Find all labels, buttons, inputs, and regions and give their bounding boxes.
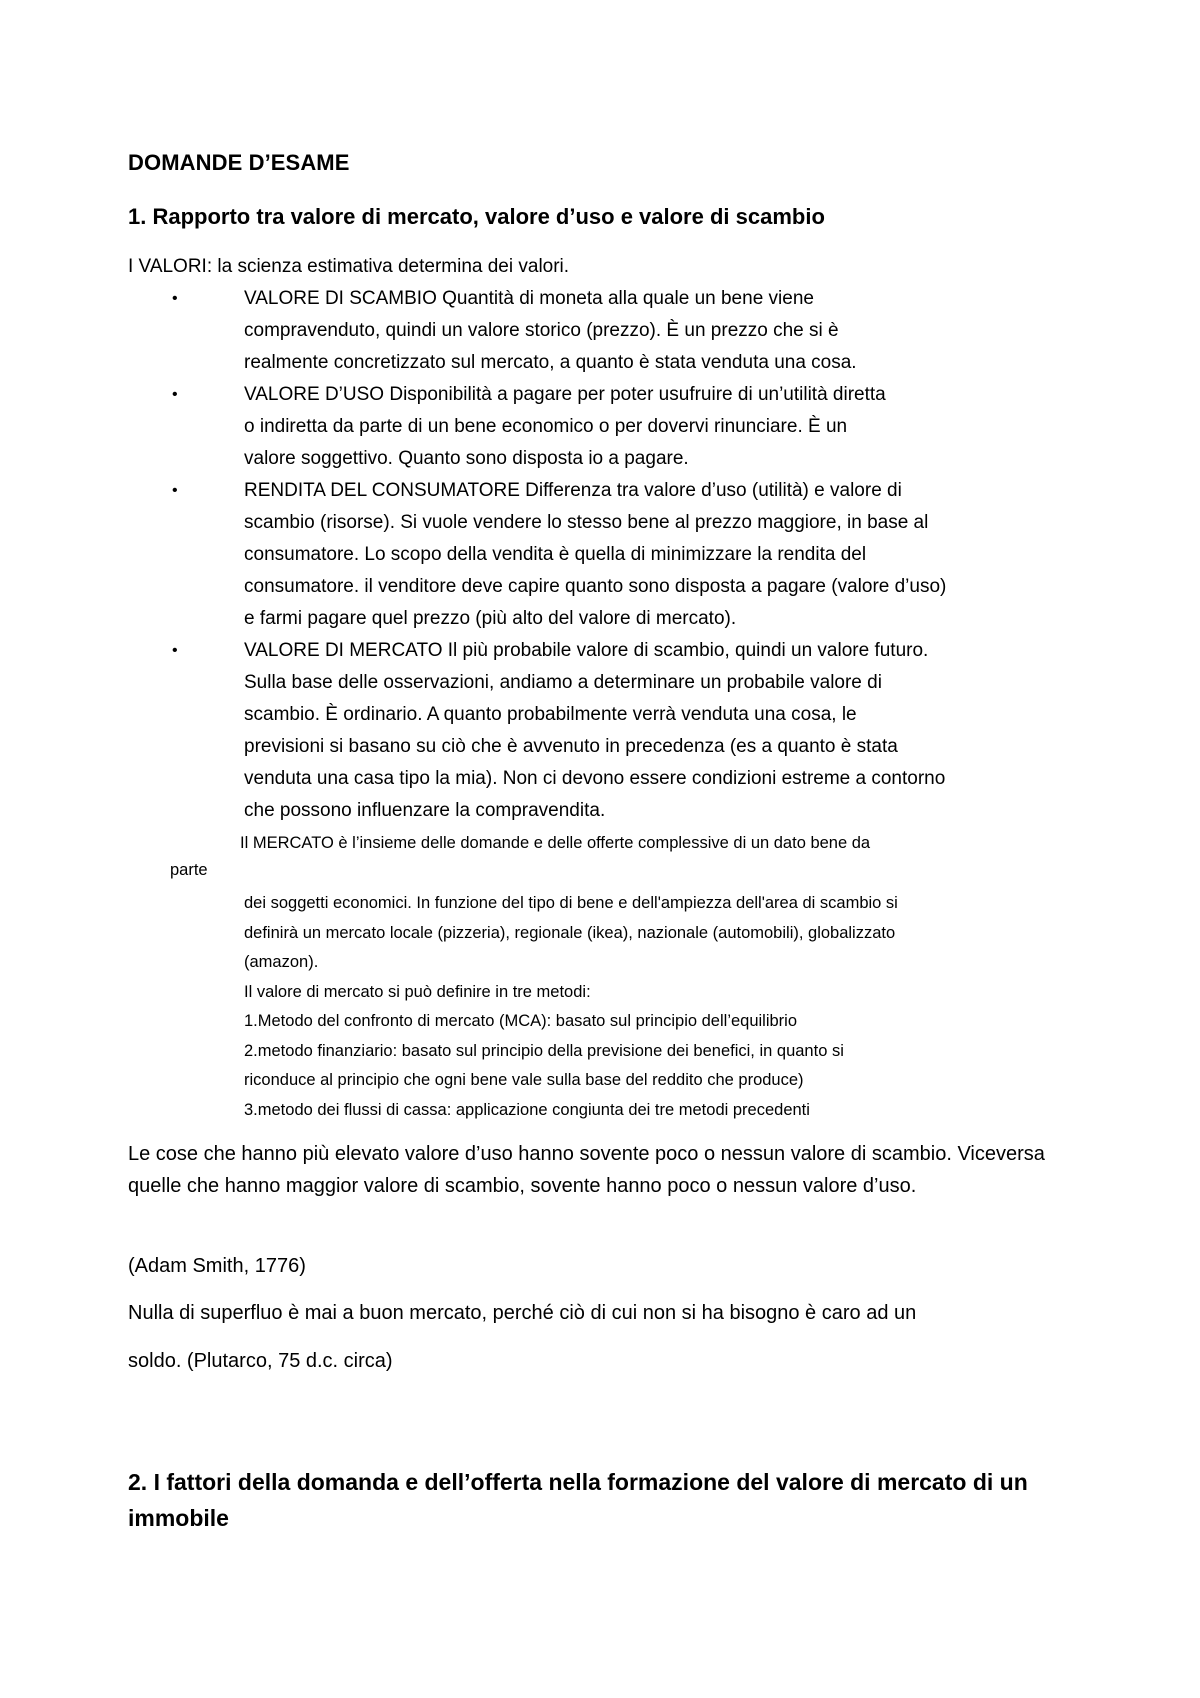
bullet-dot-icon: • [172,290,178,307]
bullet-line: previsioni si basano su ciò che è avvenuto in precedenza (es a quanto è stata [244,736,898,757]
market-definition-first-line: Il MERCATO è l’insieme delle domande e delle offerte complessive di un dato bene da [240,834,871,852]
bullet-line: VALORE DI SCAMBIO Quantità di moneta alla quale un bene viene [244,288,814,309]
market-definition-lines [128,889,1088,1125]
bullet-line: realmente concretizzato sul mercato, a quanto è stata venduta una cosa. [244,352,857,373]
market-line: Il valore di mercato si può definire in tre metodi: [244,982,591,1001]
values-bullet-list [128,283,1088,827]
bullet-line: scambio. È ordinario. A quanto probabilmente verrà venduta una cosa, le [244,704,857,725]
bullet-line: che possono influenzare la compravendita. [244,800,606,821]
adam-smith-source: (Adam Smith, 1776) [128,1255,306,1277]
market-definition-parte: parte [170,861,208,879]
bullet-line: VALORE D’USO Disponibilità a pagare per poter usufruire di un’utilità diretta [244,384,886,405]
section-1-intro: I VALORI: la scienza estimativa determina dei valori. [128,256,570,277]
bullet-dot-icon: • [172,642,178,659]
market-line: 3.metodo dei flussi di cassa: applicazione congiunta dei tre metodi precedenti [244,1100,810,1119]
bullet-line: valore soggettivo. Quanto sono disposta io a pagare. [244,448,689,469]
market-line: dei soggetti economici. In funzione del tipo di bene e dell'ampiezza dell'area di scambio si [244,894,898,912]
bullet-line: e farmi pagare quel prezzo (più alto del valore di mercato). [244,608,737,629]
plutarco-quote-line-1: Nulla di superfluo è mai a buon mercato, perché ciò di cui non si ha bisogno è caro ad un [128,1302,917,1324]
document-title: DOMANDE D’ESAME [128,150,350,175]
market-line: riconduce al principio che ogni bene vale sulla base del reddito che produce) [244,1071,804,1089]
bullet-line: consumatore. il venditore deve capire quanto sono disposta a pagare (valore d’uso) [244,576,947,597]
bullet-dot-icon: • [172,482,178,499]
plutarco-quote-line-2: soldo. (Plutarco, 75 d.c. circa) [128,1350,393,1372]
adam-smith-quote: Le cose che hanno più elevato valore d’uso hanno sovente poco o nessun valore di scambio. Viceversa quelle che hanno maggior valore di scambio, sovente hanno poco o nessun valore d’uso. [128,1143,1045,1197]
section-2-heading: 2. I fattori della domanda e dell’offerta nella formazione del valore di mercato di un immobile [128,1469,1028,1531]
bullet-line: VALORE DI MERCATO Il più probabile valore di scambio, quindi un valore futuro. [244,640,929,661]
market-definition-block [128,829,1088,1125]
bullet-line: scambio (risorse). Si vuole vendere lo stesso bene al prezzo maggiore, in base al [244,512,929,533]
market-line: (amazon). [244,953,319,971]
market-line: 2.metodo finanziario: basato sul principio della previsione dei benefici, in quanto si [244,1041,844,1060]
bullet-valore-d-uso [128,379,1088,475]
bullet-valore-di-scambio [128,283,1088,379]
bullet-line: consumatore. Lo scopo della vendita è quella di minimizzare la rendita del [244,544,867,565]
market-line: 1.Metodo del confronto di mercato (MCA): basato sul principio dell’equilibrio [244,1012,798,1030]
bullet-dot-icon: • [172,386,178,403]
bullet-line: compravenduto, quindi un valore storico (prezzo). È un prezzo che si è [244,320,839,341]
bullet-line: Sulla base delle osservazioni, andiamo a determinare un probabile valore di [244,672,882,693]
bullet-line: o indiretta da parte di un bene economico o per dovervi rinunciare. È un [244,416,848,437]
bullet-line: RENDITA DEL CONSUMATORE Differenza tra valore d’uso (utilità) e valore di [244,480,902,501]
bullet-line: venduta una casa tipo la mia). Non ci devono essere condizioni estreme a contorno [244,768,946,789]
market-line: definirà un mercato locale (pizzeria), regionale (ikea), nazionale (automobili), globalizzato [244,923,896,942]
bullet-rendita-del-consumatore [128,475,1088,635]
section-1-heading: 1. Rapporto tra valore di mercato, valore d’uso e valore di scambio [128,204,825,229]
bullet-valore-di-mercato [128,635,1088,827]
